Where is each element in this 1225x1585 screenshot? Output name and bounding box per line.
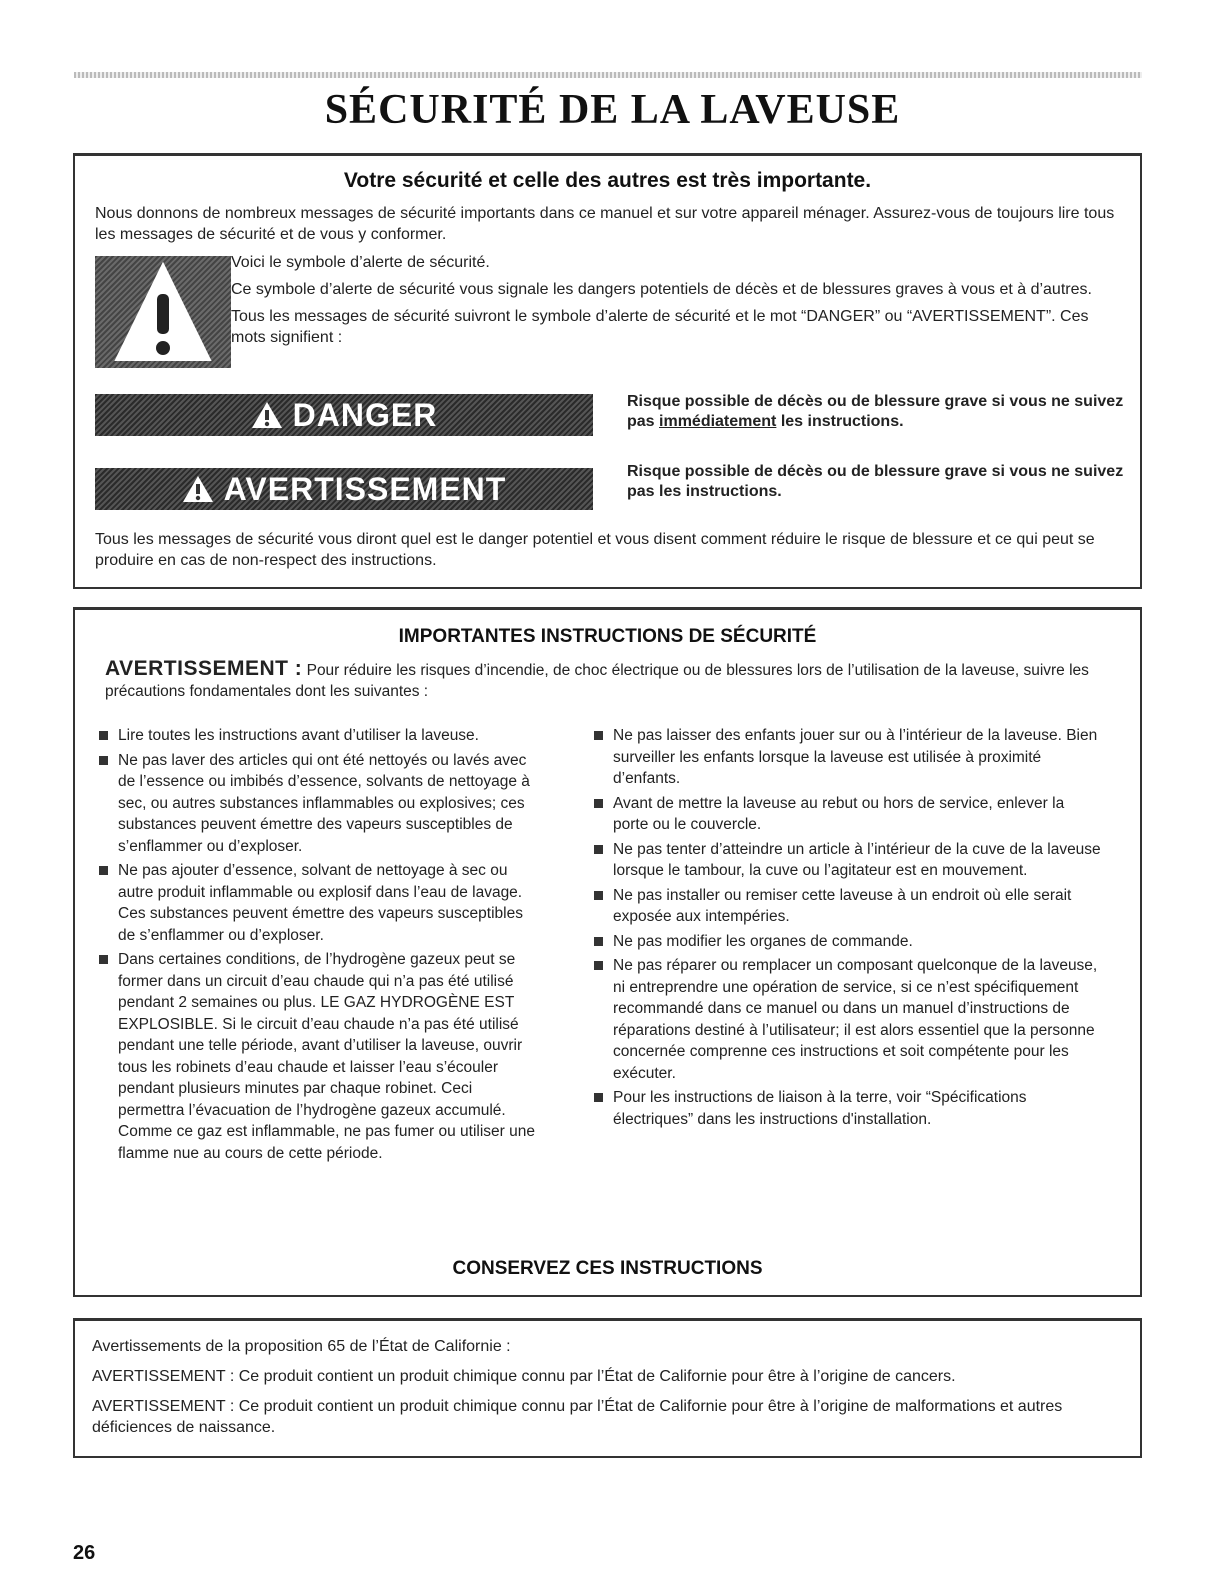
save-instructions-footer: CONSERVEZ CES INSTRUCTIONS	[452, 1258, 763, 1279]
alert-explanation	[231, 252, 1111, 354]
safety-footer: Tous les messages de sécurité vous diront quel est le danger potentiel et vous disent comment réduire le risque de blessure et ce qui peut se produire en cas de non-respect des instructions.	[95, 531, 1095, 569]
prop65-line: AVERTISSEMENT : Ce produit contient un produit chimique connu par l’État de Californie pour être à l’origine de malformations et autres déficiences de naissance.	[92, 1398, 1063, 1436]
alert-triangle-icon	[182, 475, 214, 503]
list-item: Ne pas ajouter d’essence, solvant de nettoyage à sec ou autre produit inflammable ou explosif dans l’eau de lavage. Ces substances peuvent émettre des vapeurs susceptibles de s’enflammer ou d’exploser.	[97, 860, 537, 946]
list-item: Pour les instructions de liaison à la terre, voir “Spécifications électriques” dans les instructions d'installation.	[592, 1087, 1102, 1130]
list-item: Ne pas installer ou remiser cette laveuse à un endroit où elle serait exposée aux intempéries.	[592, 885, 1102, 928]
list-item: Ne pas laisser des enfants jouer sur ou à l’intérieur de la laveuse. Bien surveiller les enfants lorsque la laveuse est utilisée à proximité d’enfants.	[592, 725, 1102, 790]
alert-line: Ce symbole d’alerte de sécurité vous signale les dangers potentiels de décès et de blessures graves à vous et à d’autres.	[231, 281, 1092, 298]
alert-line: Tous les messages de sécurité suivront le symbole d’alerte de sécurité et le mot “DANGER” ou “AVERTISSEMENT”. Ces mots signifient :	[231, 308, 1089, 346]
danger-label: DANGER	[292, 396, 438, 433]
instructions-intro: AVERTISSEMENT : Pour réduire les risques d’incendie, de choc électrique ou de blessures lors de l’utilisation de la laveuse, suivre les précautions fondamentales dont les suivantes :	[105, 657, 1089, 700]
safety-alert-symbol-icon	[95, 256, 231, 368]
list-item: Ne pas modifier les organes de commande.	[592, 931, 1102, 953]
instructions-lead: AVERTISSEMENT :	[105, 657, 303, 680]
list-item: Lire toutes les instructions avant d’utiliser la laveuse.	[97, 725, 537, 747]
instructions-box	[73, 607, 1142, 1297]
instructions-left-list	[97, 725, 537, 1167]
list-item: Avant de mettre la laveuse au rebut ou hors de service, enlever la porte ou le couvercle.	[592, 793, 1102, 836]
page-title: SÉCURITÉ DE LA LAVEUSE	[324, 87, 901, 133]
list-item: Ne pas laver des articles qui ont été nettoyés ou lavés avec de l’essence ou imbibés d’essence, solvants de nettoyage à sec, ou autres substances inflammables ou explosives; ces substances peuvent émettre des vapeurs susceptibles de s’enflammer ou d’exploser.	[97, 750, 537, 858]
alert-triangle-icon	[251, 401, 283, 429]
prop65-text	[92, 1336, 1132, 1447]
prop65-line: Avertissements de la proposition 65 de l’État de Californie :	[92, 1338, 511, 1355]
safety-message-box	[73, 153, 1142, 589]
warning-description: Risque possible de décès ou de blessure grave si vous ne suivez pas les instructions.	[627, 463, 1124, 500]
danger-description: Risque possible de décès ou de blessure grave si vous ne suivez pas immédiatement les instructions.	[627, 393, 1124, 430]
warning-label: AVERTISSEMENT	[223, 470, 507, 507]
alert-line: Voici le symbole d’alerte de sécurité.	[231, 254, 490, 271]
top-rule	[74, 72, 1142, 78]
instructions-right-list	[592, 725, 1102, 1133]
prop65-box	[73, 1318, 1142, 1458]
instructions-heading: IMPORTANTES INSTRUCTIONS DE SÉCURITÉ	[398, 626, 817, 647]
list-item: Ne pas réparer ou remplacer un composant quelconque de la laveuse, ni entreprendre une opération de service, si ce n’est spécifiquement recommandé dans ce manuel ou dans un manuel d’instructions de réparations destiné à l’utilisateur; il est alors essentiel que la personne concernée comprenne ces instructions et soit compétente pour les exécuter.	[592, 955, 1102, 1084]
page-number: 26	[73, 1542, 96, 1564]
safety-intro: Nous donnons de nombreux messages de sécurité importants dans ce manuel et sur votre appareil ménager. Assurez-vous de toujours lire tous les messages de sécurité et de vous y conformer.	[95, 205, 1115, 243]
danger-banner	[95, 394, 593, 436]
prop65-line: AVERTISSEMENT : Ce produit contient un produit chimique connu par l’État de Californie pour être à l’origine de cancers.	[92, 1368, 956, 1385]
list-item: Dans certaines conditions, de l’hydrogène gazeux peut se former dans un circuit d’eau chaude qui n’a pas été utilisé pendant 2 semaines ou plus. LE GAZ HYDROGÈNE EST EXPLOSIBLE. Si le circuit d’eau chaude n’a pas été utilisé pendant une telle période, avant d’utiliser la laveuse, ouvrir tous les robinets d’eau chaude et laisser l’eau s’écouler pendant plusieurs minutes par chaque robinet. Ceci permettra l’évacuation de l’hydrogène gazeux accumulé. Comme ce gaz est inflammable, ne pas fumer ou utiliser une flamme nue au cours de cette période.	[97, 949, 537, 1164]
list-item: Ne pas tenter d’atteindre un article à l’intérieur de la cuve de la laveuse lorsque le tambour, la cuve ou l’agitateur est en mouvement.	[592, 839, 1102, 882]
warning-banner	[95, 468, 593, 510]
safety-heading: Votre sécurité et celle des autres est très importante.	[343, 169, 872, 192]
